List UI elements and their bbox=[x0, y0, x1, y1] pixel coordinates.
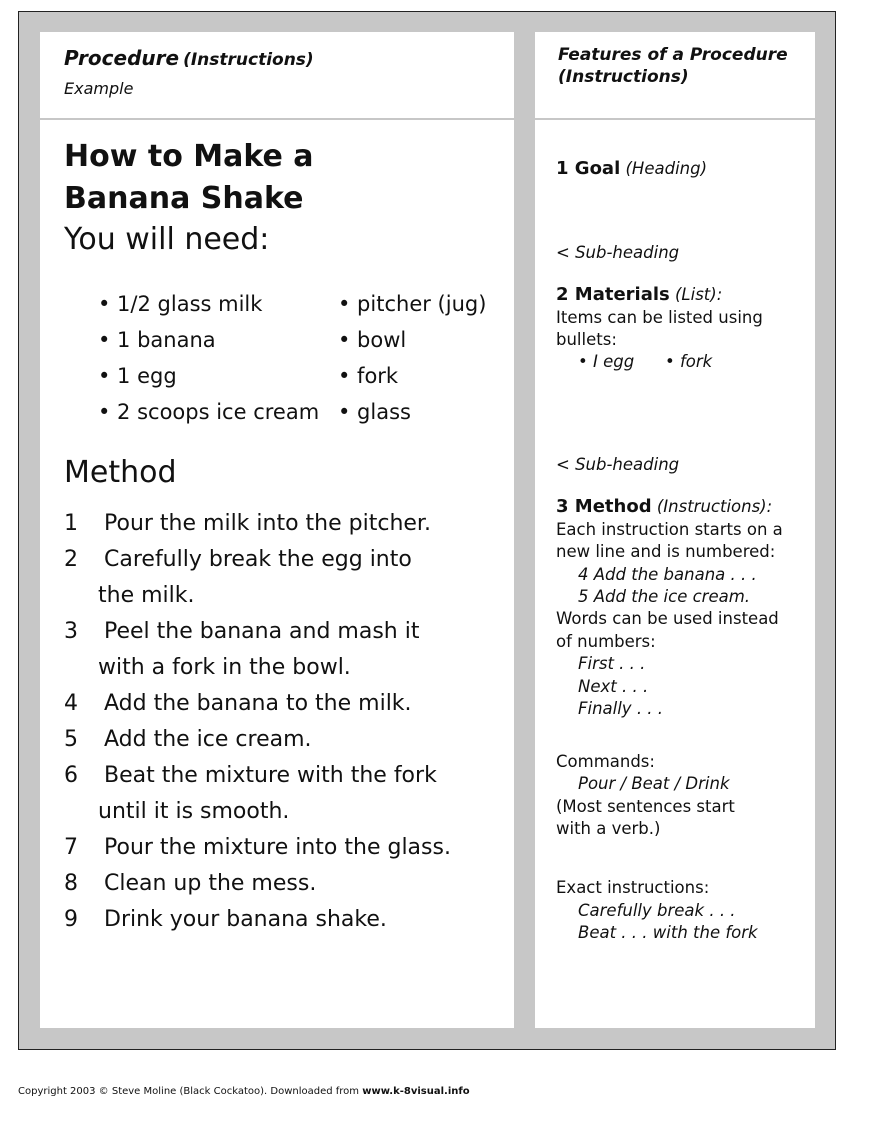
method-desc: Each instruction starts on a bbox=[556, 520, 783, 539]
goal-note: (Heading) bbox=[625, 159, 708, 178]
word-example: Next . . . bbox=[578, 677, 649, 696]
commands-note: with a verb.) bbox=[556, 819, 661, 838]
materials-feature bbox=[556, 284, 722, 307]
materials-label: 2 Materials bbox=[556, 284, 670, 305]
procedure-title-sub: (Instructions) bbox=[183, 50, 314, 70]
method-step bbox=[64, 758, 437, 830]
need-heading: You will need: bbox=[64, 222, 270, 257]
example-header bbox=[40, 32, 514, 118]
features-header bbox=[535, 32, 815, 118]
bullet-example: • I egg bbox=[578, 352, 635, 371]
material-item: • 1 banana bbox=[98, 328, 216, 352]
commands-label: Commands: bbox=[556, 752, 655, 771]
materials-desc: bullets: bbox=[556, 330, 617, 349]
numbered-example: 5 Add the ice cream. bbox=[578, 587, 751, 606]
step-text: Carefully break the egg into bbox=[104, 547, 412, 572]
materials-note: (List): bbox=[675, 285, 723, 304]
step-number: 5 bbox=[64, 727, 78, 752]
step-text: Add the ice cream. bbox=[104, 727, 312, 752]
method-step bbox=[64, 686, 412, 722]
step-number: 4 bbox=[64, 691, 78, 716]
subheading-note: < Sub-heading bbox=[556, 243, 680, 262]
numbered-example: 4 Add the banana . . . bbox=[578, 565, 757, 584]
step-text: Add the banana to the milk. bbox=[104, 691, 412, 716]
method-note: (Instructions): bbox=[656, 497, 773, 516]
step-number: 3 bbox=[64, 619, 78, 644]
method-step bbox=[64, 722, 312, 758]
material-item: • fork bbox=[338, 364, 399, 388]
step-number: 8 bbox=[64, 871, 78, 896]
method-feature bbox=[556, 496, 772, 519]
step-continuation: with a fork in the bowl. bbox=[98, 655, 351, 680]
features-title: Features of a Procedure (Instructions) bbox=[558, 45, 788, 87]
method-step bbox=[64, 614, 419, 686]
commands-example: Pour / Beat / Drink bbox=[578, 774, 730, 793]
method-step bbox=[64, 830, 451, 866]
procedure-title-text: Procedure bbox=[64, 46, 180, 70]
step-continuation: until it is smooth. bbox=[98, 799, 290, 824]
example-panel bbox=[40, 120, 514, 1028]
exact-label: Exact instructions: bbox=[556, 878, 710, 897]
step-text: Beat the mixture with the fork bbox=[104, 763, 437, 788]
step-text: Pour the milk into the pitcher. bbox=[104, 511, 431, 536]
material-item: • bowl bbox=[338, 328, 407, 352]
goal-label: 1 Goal bbox=[556, 158, 621, 179]
step-number: 2 bbox=[64, 547, 78, 572]
exact-example: Beat . . . with the fork bbox=[578, 923, 758, 942]
bullet-example: • fork bbox=[665, 352, 713, 371]
step-text: Clean up the mess. bbox=[104, 871, 317, 896]
recipe-title-line1: How to Make a bbox=[64, 139, 314, 174]
site-link[interactable]: www.k-8visual.info bbox=[362, 1086, 470, 1097]
method-step bbox=[64, 902, 387, 938]
commands-note: (Most sentences start bbox=[556, 797, 735, 816]
step-number: 1 bbox=[64, 511, 78, 536]
exact-example: Carefully break . . . bbox=[578, 901, 736, 920]
words-desc: Words can be used instead bbox=[556, 609, 779, 628]
recipe-title bbox=[64, 136, 314, 220]
material-item: • 1 egg bbox=[98, 364, 177, 388]
material-item: • 2 scoops ice cream bbox=[98, 400, 320, 424]
method-step bbox=[64, 866, 316, 902]
step-text: Pour the mixture into the glass. bbox=[104, 835, 451, 860]
material-item: • 1/2 glass milk bbox=[98, 292, 263, 316]
method-desc: new line and is numbered: bbox=[556, 542, 776, 561]
step-number: 6 bbox=[64, 763, 78, 788]
procedure-title bbox=[64, 46, 314, 70]
copyright-text: Copyright 2003 © Steve Moline (Black Cockatoo). Downloaded from bbox=[18, 1086, 363, 1097]
features-panel bbox=[535, 120, 815, 1028]
method-heading: Method bbox=[64, 455, 177, 490]
method-step bbox=[64, 506, 431, 542]
step-text: Peel the banana and mash it bbox=[104, 619, 420, 644]
method-step bbox=[64, 542, 412, 614]
step-continuation: the milk. bbox=[98, 583, 195, 608]
method-label: 3 Method bbox=[556, 496, 652, 517]
goal-feature bbox=[556, 158, 707, 181]
example-label: Example bbox=[64, 79, 134, 98]
word-example: Finally . . . bbox=[578, 699, 664, 718]
material-item: • pitcher (jug) bbox=[338, 292, 487, 316]
material-item: • glass bbox=[338, 400, 411, 424]
materials-desc: Items can be listed using bbox=[556, 308, 763, 327]
step-number: 9 bbox=[64, 907, 78, 932]
step-text: Drink your banana shake. bbox=[104, 907, 387, 932]
copyright-footer bbox=[18, 1086, 470, 1097]
word-example: First . . . bbox=[578, 654, 646, 673]
step-number: 7 bbox=[64, 835, 78, 860]
words-desc: of numbers: bbox=[556, 632, 656, 651]
subheading-note: < Sub-heading bbox=[556, 455, 680, 474]
recipe-title-line2: Banana Shake bbox=[64, 181, 304, 216]
